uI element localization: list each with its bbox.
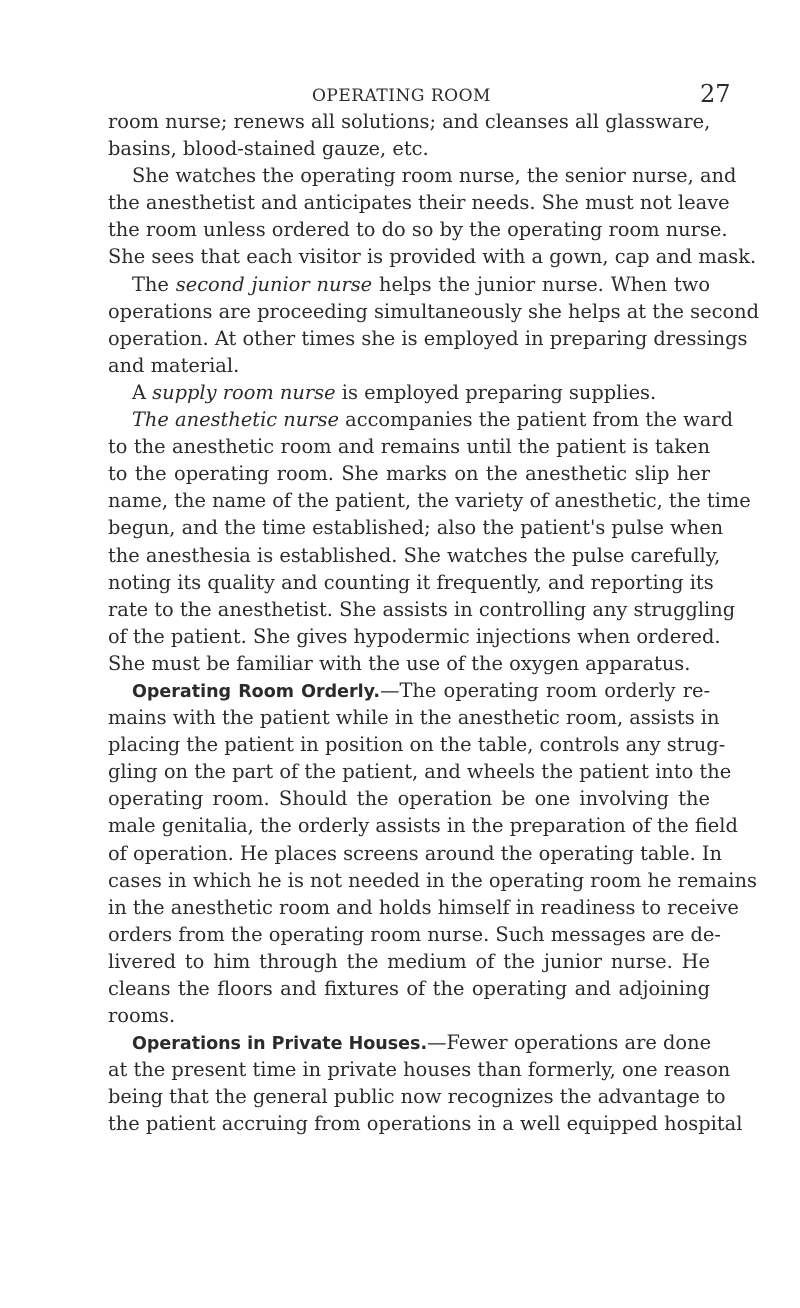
text-line: noting its quality and counting it frequently, and reporting its bbox=[108, 570, 714, 594]
text-line: livered to him through the medium of the junior nurse. He bbox=[108, 949, 710, 973]
text-line: operating room. Should the operation be one involving the bbox=[108, 787, 710, 811]
body-text bbox=[108, 108, 788, 1138]
text-line: The anesthetic nurse accompanies the patient from the ward bbox=[132, 408, 733, 432]
text-line: gling on the part of the patient, and wheels the patient into the bbox=[108, 760, 732, 784]
text-line: Operations in Private Houses.—Fewer operations are done bbox=[132, 1031, 712, 1055]
running-head: OPERATING ROOM bbox=[312, 86, 491, 106]
role-term: second junior nurse bbox=[175, 272, 373, 296]
text-line: operation. At other times she is employed in preparing dressings bbox=[108, 326, 748, 350]
text-line: of operation. He places screens around the operating table. In bbox=[108, 841, 723, 865]
text-line: the anesthetist and anticipates their needs. She must not leave bbox=[108, 191, 730, 215]
text-line: A supply room nurse is employed preparing supplies. bbox=[132, 380, 657, 404]
text-line: placing the patient in position on the table, controls any strug- bbox=[108, 733, 726, 757]
text-line: orders from the operating room nurse. Such messages are de- bbox=[108, 922, 721, 946]
text-line: in the anesthetic room and holds himself in readiness to receive bbox=[108, 895, 739, 919]
text-line: mains with the patient while in the anesthetic room, assists in bbox=[108, 706, 720, 730]
text-line: to the anesthetic room and remains until the patient is taken bbox=[108, 435, 710, 459]
text-line: of the patient. She gives hypodermic injections when ordered. bbox=[108, 624, 721, 648]
text-line: rate to the anesthetist. She assists in controlling any struggling bbox=[108, 597, 736, 621]
text-line: basins, blood-stained gauze, etc. bbox=[108, 137, 429, 161]
text-line: She must be familiar with the use of the oxygen apparatus. bbox=[108, 651, 691, 675]
section-heading: Operating Room Orderly. bbox=[132, 681, 381, 702]
text-line: at the present time in private houses than formerly, one reason bbox=[108, 1058, 731, 1082]
text-line: cases in which he is not needed in the operating room he remains bbox=[108, 868, 757, 892]
text-line: male genitalia, the orderly assists in the preparation of the field bbox=[108, 814, 738, 838]
text-line: to the operating room. She marks on the anesthetic slip her bbox=[108, 462, 710, 486]
text-line: She sees that each visitor is provided with a gown, cap and mask. bbox=[108, 245, 757, 269]
text-line: room nurse; renews all solutions; and cleanses all glassware, bbox=[108, 110, 711, 133]
text-line: The second junior nurse helps the junior nurse. When two bbox=[132, 272, 711, 296]
text-line: the patient accruing from operations in a well equipped hospital bbox=[108, 1112, 743, 1136]
text-line: She watches the operating room nurse, the senior nurse, and bbox=[132, 164, 737, 188]
text-line: rooms. bbox=[108, 1004, 176, 1028]
page-number: 27 bbox=[700, 80, 731, 108]
text-line: being that the general public now recognizes the advantage to bbox=[108, 1085, 726, 1109]
text-line: Operating Room Orderly.—The operating room orderly re- bbox=[132, 678, 710, 702]
text-line: begun, and the time established; also the patient's pulse when bbox=[108, 516, 724, 540]
text-line: name, the name of the patient, the variety of anesthetic, the time bbox=[108, 489, 751, 513]
text-line: the room unless ordered to do so by the operating room nurse. bbox=[108, 218, 728, 242]
text-line: cleans the floors and fixtures of the operating and adjoining bbox=[108, 977, 710, 1000]
role-term: supply room nurse bbox=[152, 380, 336, 404]
text-line: operations are proceeding simultaneously she helps at the second bbox=[108, 299, 760, 323]
role-term: The anesthetic nurse bbox=[132, 408, 339, 432]
text-line: the anesthesia is established. She watches the pulse carefully, bbox=[108, 543, 721, 567]
section-heading: Operations in Private Houses. bbox=[132, 1034, 428, 1055]
text-line: and material. bbox=[108, 353, 240, 377]
